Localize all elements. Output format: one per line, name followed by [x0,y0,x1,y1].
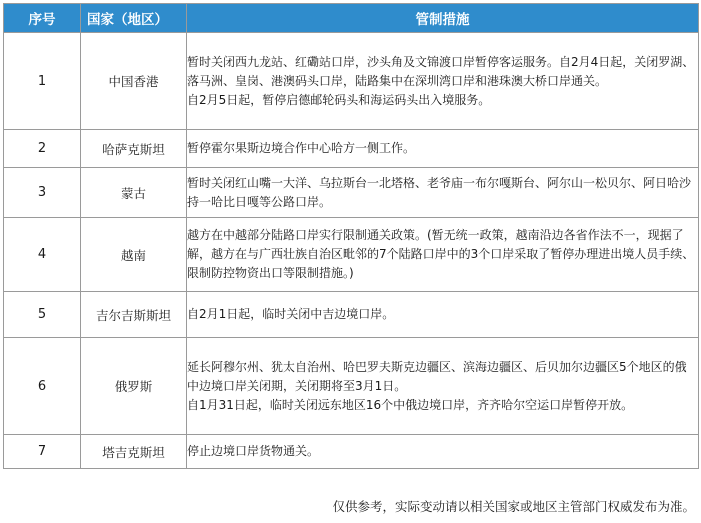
control-measures-table [3,3,699,469]
measure-line: 暂时关闭西九龙站、红磡站口岸，沙头角及文锦渡口岸暂停客运服务。自2月4日起，关闭罗湖、落马洲、皇岗、港澳码头口岸，陆路集中在深圳湾口岸和港珠澳大桥口岸通关。 [187,54,695,88]
row-index: 6 [4,338,81,435]
measure-line: 停止边境口岸货物通关。 [187,444,320,458]
table-row [4,292,699,338]
table-row [4,130,699,168]
row-measures [187,338,699,435]
row-country: 哈萨克斯坦 [81,130,187,168]
measure-line: 暂停霍尔果斯边境合作中心哈方一侧工作。 [187,141,416,155]
measure-line: 自1月31日起，临时关闭远东地区16个中俄边境口岸，齐齐哈尔空运口岸暂停开放。 [187,397,634,412]
row-country: 俄罗斯 [81,338,187,435]
measure-line: 延长阿穆尔州、犹太自治州、哈巴罗夫斯克边疆区、滨海边疆区、后贝加尔边疆区5个地区的俄中边境口岸关闭期，关闭期将至3月1日。 [187,359,687,393]
row-index: 3 [4,168,81,218]
table-row [4,218,699,292]
row-measures [187,218,699,292]
row-index: 7 [4,435,81,469]
row-index: 1 [4,33,81,130]
header-country: 国家（地区） [81,4,187,33]
table-header-row [4,4,699,33]
row-country: 越南 [81,218,187,292]
table-row [4,338,699,435]
row-index: 2 [4,130,81,168]
row-measures [187,130,699,168]
table-row [4,33,699,130]
row-country: 中国香港 [81,33,187,130]
table-row [4,435,699,469]
row-measures [187,33,699,130]
measure-line: 越方在中越部分陆路口岸实行限制通关政策。(暂无统一政策，越南沿边各省作法不一，现据了解，越方在与广西壮族自治区毗邻的7个陆路口岸中的3个口岸采取了暂停办理进出境人员手续、限制防控物资出口等限制措施。) [187,228,695,280]
measure-line: 自2月5日起，暂停启德邮轮码头和海运码头出入境服务。 [187,92,491,107]
header-index: 序号 [4,4,81,33]
row-index: 4 [4,218,81,292]
measure-line: 暂时关闭红山嘴一大洋、乌拉斯台一北塔格、老爷庙一布尔嘎斯台、阿尔山一松贝尔、阿日哈沙持一哈比日嘎等公路口岸。 [187,175,692,209]
table-row [4,168,699,218]
header-measures: 管制措施 [187,4,699,33]
row-country: 塔吉克斯坦 [81,435,187,469]
row-measures [187,435,699,469]
footnote: 仅供参考，实际变动请以相关国家或地区主管部门权威发布为准。 [332,499,695,514]
row-index: 5 [4,292,81,338]
row-measures [187,168,699,218]
row-measures [187,292,699,338]
row-country: 吉尔吉斯斯坦 [81,292,187,338]
measure-line: 自2月1日起，临时关闭中吉边境口岸。 [187,307,395,321]
row-country: 蒙古 [81,168,187,218]
